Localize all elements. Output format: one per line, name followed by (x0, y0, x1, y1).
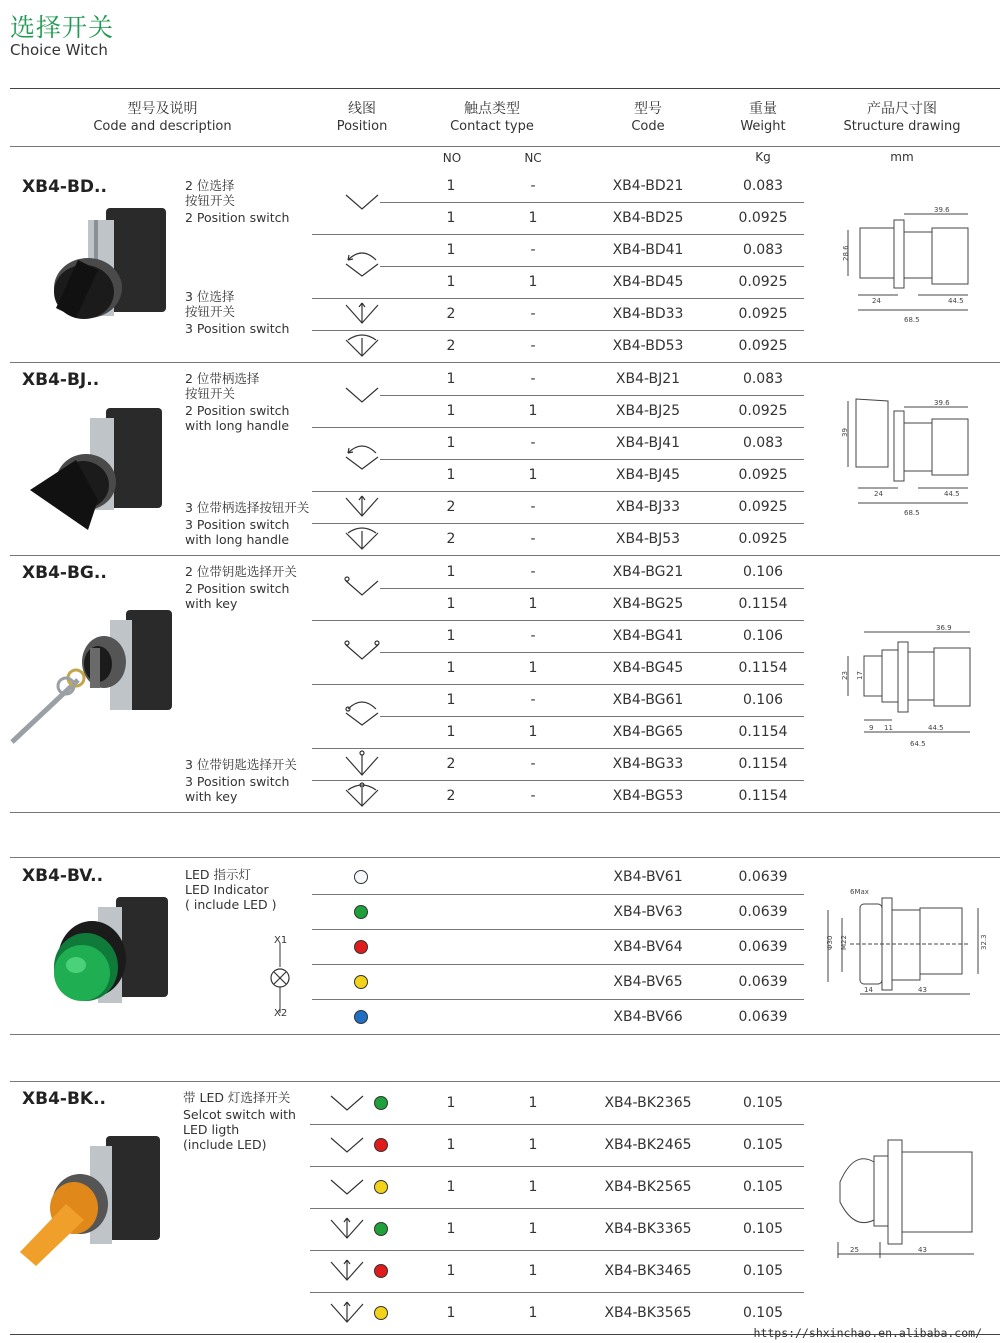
model-code-cell: XB4-BD45 (612, 274, 684, 290)
contact-no-cell: 1 (446, 467, 456, 483)
header-structure-drawing-cn: 产品尺寸图 (867, 101, 937, 117)
row-divider (10, 1081, 1000, 1082)
key-two-both-position-icon (340, 637, 384, 667)
weight-cell: 0.106 (742, 692, 784, 708)
row-divider (312, 620, 804, 621)
contact-nc-cell: - (530, 306, 536, 322)
description-en: Selcot switch with LED ligth (include LED) (183, 1107, 296, 1152)
row-divider (312, 427, 804, 428)
row-divider (312, 684, 804, 685)
header-position-en: Position (336, 119, 388, 134)
page-title-cn: 选择开关 (10, 13, 115, 42)
group-description (185, 371, 289, 433)
row-divider (310, 1292, 804, 1293)
model-code-cell: XB4-BK2365 (604, 1095, 692, 1111)
header-code (598, 100, 698, 136)
row-divider (312, 330, 804, 331)
subheader-no: NO (442, 151, 462, 165)
header-code-description-en: Code and description (93, 119, 232, 134)
weight-cell: 0.0639 (738, 904, 788, 920)
weight-cell: 0.106 (742, 564, 784, 580)
three-pos-position-icon (340, 492, 384, 522)
contact-nc-cell: - (530, 692, 536, 708)
product-photo-bv (42, 895, 172, 1025)
model-code-cell: XB4-BV61 (613, 869, 683, 885)
row-divider (380, 202, 804, 203)
weight-cell: 0.0639 (738, 1009, 788, 1025)
two-pos-position-icon (340, 187, 384, 217)
three-pos-position-icon (340, 299, 384, 329)
row-divider (312, 894, 804, 895)
header-contact-type (432, 100, 552, 136)
model-code-cell: XB4-BJ25 (615, 403, 681, 419)
weight-cell: 0.1154 (738, 596, 788, 612)
model-code-cell: XB4-BD53 (612, 338, 684, 354)
contact-nc-cell: - (530, 756, 536, 772)
dim-text: 9 (869, 724, 874, 732)
dim-text: 44.5 (928, 724, 944, 732)
weight-cell: 0.105 (742, 1221, 784, 1237)
model-code-cell: XB4-BV66 (613, 1009, 683, 1025)
model-code-cell: XB4-BJ21 (615, 371, 681, 387)
led-color-icon (354, 905, 368, 919)
contact-no-cell: 1 (446, 692, 456, 708)
contact-no-cell: 2 (446, 306, 456, 322)
weight-cell: 0.106 (742, 628, 784, 644)
model-code-cell: XB4-BJ45 (615, 467, 681, 483)
contact-no-cell: 1 (446, 242, 456, 258)
contact-no-cell: 1 (446, 660, 456, 676)
row-divider (10, 812, 1000, 813)
dim-text: 24 (874, 490, 883, 498)
three-pos-position-icon (325, 1256, 369, 1286)
contact-nc-cell: 1 (528, 1179, 538, 1195)
subheader-nc: NC (524, 151, 542, 165)
contact-no-cell: 1 (446, 1179, 456, 1195)
key-return-position-icon (340, 697, 384, 727)
group-description (185, 757, 297, 804)
model-code-cell: XB4-BG53 (612, 788, 684, 804)
model-code-cell: XB4-BV65 (613, 974, 683, 990)
product-photo-bg (8, 600, 178, 750)
two-pos-position-icon (325, 1172, 369, 1202)
row-divider (312, 748, 804, 749)
model-code-cell: XB4-BD41 (612, 242, 684, 258)
contact-nc-cell: 1 (528, 1137, 538, 1153)
two-pos-return-position-icon (340, 441, 384, 471)
weight-cell: 0.1154 (738, 724, 788, 740)
header-weight-en: Weight (740, 119, 786, 134)
row-divider (312, 234, 804, 235)
contact-nc-cell: - (530, 371, 536, 387)
group-description (185, 867, 276, 912)
row-divider (380, 652, 804, 653)
row-divider (10, 555, 1000, 556)
contact-nc-cell: - (530, 564, 536, 580)
contact-no-cell: 2 (446, 788, 456, 804)
row-divider (380, 395, 804, 396)
led-color-icon (354, 940, 368, 954)
model-code-cell: XB4-BD25 (612, 210, 684, 226)
terminal-x2-label: X2 (274, 1008, 288, 1019)
weight-cell: 0.105 (742, 1305, 784, 1321)
product-photo-bj (28, 400, 168, 540)
model-code-cell: XB4-BJ53 (615, 531, 681, 547)
contact-no-cell: 1 (446, 596, 456, 612)
weight-cell: 0.083 (742, 371, 784, 387)
led-color-icon (354, 870, 368, 884)
header-weight (713, 100, 813, 136)
dim-text: 24 (872, 297, 881, 305)
contact-no-cell: 1 (446, 1263, 456, 1279)
page-title-en: Choice Witch (10, 41, 108, 59)
weight-cell: 0.105 (742, 1137, 784, 1153)
contact-no-cell: 2 (446, 338, 456, 354)
weight-cell: 0.105 (742, 1263, 784, 1279)
description-en: 3 Position switch with key (185, 774, 290, 804)
contact-nc-cell: 1 (528, 403, 538, 419)
three-pos-return-position-icon (340, 523, 384, 553)
dim-text: 43 (918, 986, 927, 994)
header-structure-drawing-en: Structure drawing (843, 119, 961, 134)
contact-nc-cell: 1 (528, 724, 538, 740)
row-divider (312, 929, 804, 930)
led-color-icon (354, 1010, 368, 1024)
contact-nc-cell: 1 (528, 210, 538, 226)
header-code-cn: 型号 (634, 101, 662, 117)
weight-cell: 0.083 (742, 435, 784, 451)
description-en: 3 Position switch with long handle (185, 517, 290, 547)
model-code-cell: XB4-BG61 (612, 692, 684, 708)
weight-cell: 0.0925 (738, 274, 788, 290)
contact-no-cell: 1 (446, 274, 456, 290)
weight-cell: 0.0925 (738, 338, 788, 354)
key-three-return-position-icon (340, 780, 384, 810)
dim-text: 43 (918, 1246, 927, 1254)
description-en: 2 Position switch with key (185, 581, 290, 611)
contact-nc-cell: 1 (528, 596, 538, 612)
header-position-cn: 线图 (348, 101, 376, 117)
model-code-cell: XB4-BG65 (612, 724, 684, 740)
contact-nc-cell: - (530, 338, 536, 354)
key-three-position-icon (340, 749, 384, 779)
contact-nc-cell: - (530, 531, 536, 547)
model-code-cell: XB4-BK3365 (604, 1221, 692, 1237)
row-divider (312, 780, 804, 781)
row-divider (310, 1166, 804, 1167)
led-color-icon (374, 1096, 388, 1110)
description-cn: 2 位选择 按钮开关 (185, 178, 236, 208)
contact-nc-cell: - (530, 435, 536, 451)
description-en: 2 Position switch with long handle (185, 403, 290, 433)
contact-no-cell: 1 (446, 628, 456, 644)
row-divider (380, 459, 804, 460)
weight-cell: 0.083 (742, 178, 784, 194)
subheader-mm: mm (890, 150, 914, 164)
dim-text: 32.3 (980, 934, 988, 950)
three-pos-position-icon (325, 1214, 369, 1244)
description-cn: LED 指示灯 (185, 867, 251, 882)
contact-nc-cell: 1 (528, 1263, 538, 1279)
model-code-cell: XB4-BG45 (612, 660, 684, 676)
contact-nc-cell: - (530, 788, 536, 804)
row-divider (312, 964, 804, 965)
led-color-icon (374, 1180, 388, 1194)
header-code-en: Code (631, 119, 665, 134)
structure-drawing-bv (820, 882, 990, 1002)
dim-text: 25 (850, 1246, 859, 1254)
contact-nc-cell: - (530, 242, 536, 258)
dim-text: 28.6 (842, 245, 850, 261)
three-pos-return-position-icon (340, 330, 384, 360)
weight-cell: 0.0925 (738, 306, 788, 322)
contact-nc-cell: - (530, 499, 536, 515)
description-cn: 3 位带钥匙选择开关 (185, 757, 297, 772)
contact-no-cell: 1 (446, 564, 456, 580)
contact-nc-cell: 1 (528, 1305, 538, 1321)
header-structure-drawing (822, 100, 982, 136)
description-en: 2 Position switch (185, 210, 290, 225)
weight-cell: 0.105 (742, 1095, 784, 1111)
weight-cell: 0.0925 (738, 210, 788, 226)
table-top-rule (10, 88, 1000, 89)
group-description (183, 1090, 296, 1152)
contact-nc-cell: 1 (528, 660, 538, 676)
dim-text: 6Max (850, 888, 869, 896)
weight-cell: 0.1154 (738, 660, 788, 676)
contact-nc-cell: - (530, 178, 536, 194)
contact-no-cell: 1 (446, 1095, 456, 1111)
contact-no-cell: 1 (446, 724, 456, 740)
description-en: 3 Position switch (185, 321, 290, 336)
group-title: XB4-BV.. (22, 866, 104, 886)
row-divider (312, 298, 804, 299)
model-code-cell: XB4-BJ33 (615, 499, 681, 515)
description-cn: 3 位带柄选择按钮开关 (185, 500, 310, 515)
contact-nc-cell: 1 (528, 274, 538, 290)
header-code-description-cn: 型号及说明 (127, 101, 198, 117)
description-cn: 3 位选择 按钮开关 (185, 289, 236, 319)
dim-text: 36.9 (936, 624, 952, 632)
row-divider (312, 491, 804, 492)
key-two-position-icon (340, 573, 384, 603)
two-pos-position-icon (325, 1088, 369, 1118)
footer-url: https://shxinchao.en.alibaba.com/ (753, 1326, 982, 1340)
contact-nc-cell: 1 (528, 1095, 538, 1111)
contact-no-cell: 2 (446, 756, 456, 772)
row-divider (312, 523, 804, 524)
weight-cell: 0.1154 (738, 756, 788, 772)
weight-cell: 0.0639 (738, 974, 788, 990)
contact-nc-cell: 1 (528, 467, 538, 483)
dim-text: 68.5 (904, 316, 920, 324)
description-cn: 2 位带钥匙选择开关 (185, 564, 297, 579)
contact-no-cell: 1 (446, 210, 456, 226)
group-title: XB4-BJ.. (22, 370, 100, 390)
two-pos-position-icon (340, 380, 384, 410)
dim-text: 11 (884, 724, 893, 732)
weight-cell: 0.105 (742, 1179, 784, 1195)
dim-text: 39 (841, 428, 849, 437)
model-code-cell: XB4-BJ41 (615, 435, 681, 451)
subheader-kg: Kg (755, 150, 771, 164)
row-divider (10, 857, 1000, 858)
row-divider (380, 266, 804, 267)
dim-text: 68.5 (904, 509, 920, 517)
model-code-cell: XB4-BG25 (612, 596, 684, 612)
weight-cell: 0.0639 (738, 939, 788, 955)
model-code-cell: XB4-BK3565 (604, 1305, 692, 1321)
header-code-description (60, 100, 265, 136)
description-cn: 2 位带柄选择 按钮开关 (185, 371, 260, 401)
led-color-icon (374, 1138, 388, 1152)
weight-cell: 0.0925 (738, 531, 788, 547)
model-code-cell: XB4-BK2565 (604, 1179, 692, 1195)
dim-text: 23 (841, 671, 849, 680)
two-pos-return-position-icon (340, 248, 384, 278)
group-title: XB4-BK.. (22, 1089, 106, 1109)
led-color-icon (374, 1264, 388, 1278)
two-pos-position-icon (325, 1130, 369, 1160)
row-divider (10, 362, 1000, 363)
model-code-cell: XB4-BK3465 (604, 1263, 692, 1279)
model-code-cell: XB4-BD33 (612, 306, 684, 322)
contact-no-cell: 1 (446, 1137, 456, 1153)
led-color-icon (374, 1306, 388, 1320)
product-photo-bd (48, 200, 172, 340)
header-position (312, 100, 412, 136)
contact-no-cell: 1 (446, 178, 456, 194)
dim-text: 39.6 (934, 206, 950, 214)
row-divider (380, 588, 804, 589)
dim-text: 64.5 (910, 740, 926, 748)
dim-text: 39.6 (934, 399, 950, 407)
contact-no-cell: 1 (446, 403, 456, 419)
row-divider (310, 1250, 804, 1251)
model-code-cell: XB4-BD21 (612, 178, 684, 194)
contact-no-cell: 1 (446, 1221, 456, 1237)
model-code-cell: XB4-BG33 (612, 756, 684, 772)
weight-cell: 0.083 (742, 242, 784, 258)
dim-text: 44.5 (948, 297, 964, 305)
weight-cell: 0.0639 (738, 869, 788, 885)
weight-cell: 0.0925 (738, 403, 788, 419)
contact-no-cell: 2 (446, 531, 456, 547)
weight-cell: 0.0925 (738, 499, 788, 515)
group-title: XB4-BG.. (22, 563, 107, 583)
model-code-cell: XB4-BG21 (612, 564, 684, 580)
row-divider (380, 716, 804, 717)
model-code-cell: XB4-BG41 (612, 628, 684, 644)
dim-text: Φ30 (826, 935, 834, 950)
row-divider (310, 1124, 804, 1125)
weight-cell: 0.0925 (738, 467, 788, 483)
row-divider (312, 999, 804, 1000)
contact-no-cell: 1 (446, 435, 456, 451)
dim-text: 44.5 (944, 490, 960, 498)
contact-no-cell: 1 (446, 1305, 456, 1321)
led-color-icon (354, 975, 368, 989)
group-description (185, 564, 297, 611)
contact-nc-cell: 1 (528, 1221, 538, 1237)
group-description (185, 500, 309, 547)
header-contact-type-en: Contact type (450, 119, 534, 134)
header-weight-cn: 重量 (749, 101, 777, 117)
description-cn: 带 LED 灯选择开关 (183, 1090, 291, 1105)
group-title: XB4-BD.. (22, 177, 107, 197)
model-code-cell: XB4-BV63 (613, 904, 683, 920)
model-code-cell: XB4-BV64 (613, 939, 683, 955)
description-en: LED Indicator ( include LED ) (185, 882, 277, 912)
dim-text: 17 (856, 671, 864, 680)
dim-text: M22 (840, 935, 848, 950)
header-contact-type-cn: 触点类型 (464, 101, 520, 117)
product-photo-bk (14, 1130, 164, 1270)
model-code-cell: XB4-BK2465 (604, 1137, 692, 1153)
structure-drawing-bd (838, 200, 978, 330)
contact-no-cell: 2 (446, 499, 456, 515)
weight-cell: 0.1154 (738, 788, 788, 804)
structure-drawing-bk (834, 1132, 984, 1262)
header-bottom-rule (10, 146, 1000, 147)
contact-nc-cell: - (530, 628, 536, 644)
contact-no-cell: 1 (446, 371, 456, 387)
led-color-icon (374, 1222, 388, 1236)
group-description (185, 178, 289, 225)
structure-drawing-bj (838, 393, 978, 523)
terminal-x1-label: X1 (274, 935, 288, 946)
row-divider (10, 1034, 1000, 1035)
row-divider (310, 1208, 804, 1209)
three-pos-position-icon (325, 1298, 369, 1328)
group-description (185, 289, 289, 336)
structure-drawing-bg (836, 620, 978, 755)
dim-text: 14 (864, 986, 873, 994)
